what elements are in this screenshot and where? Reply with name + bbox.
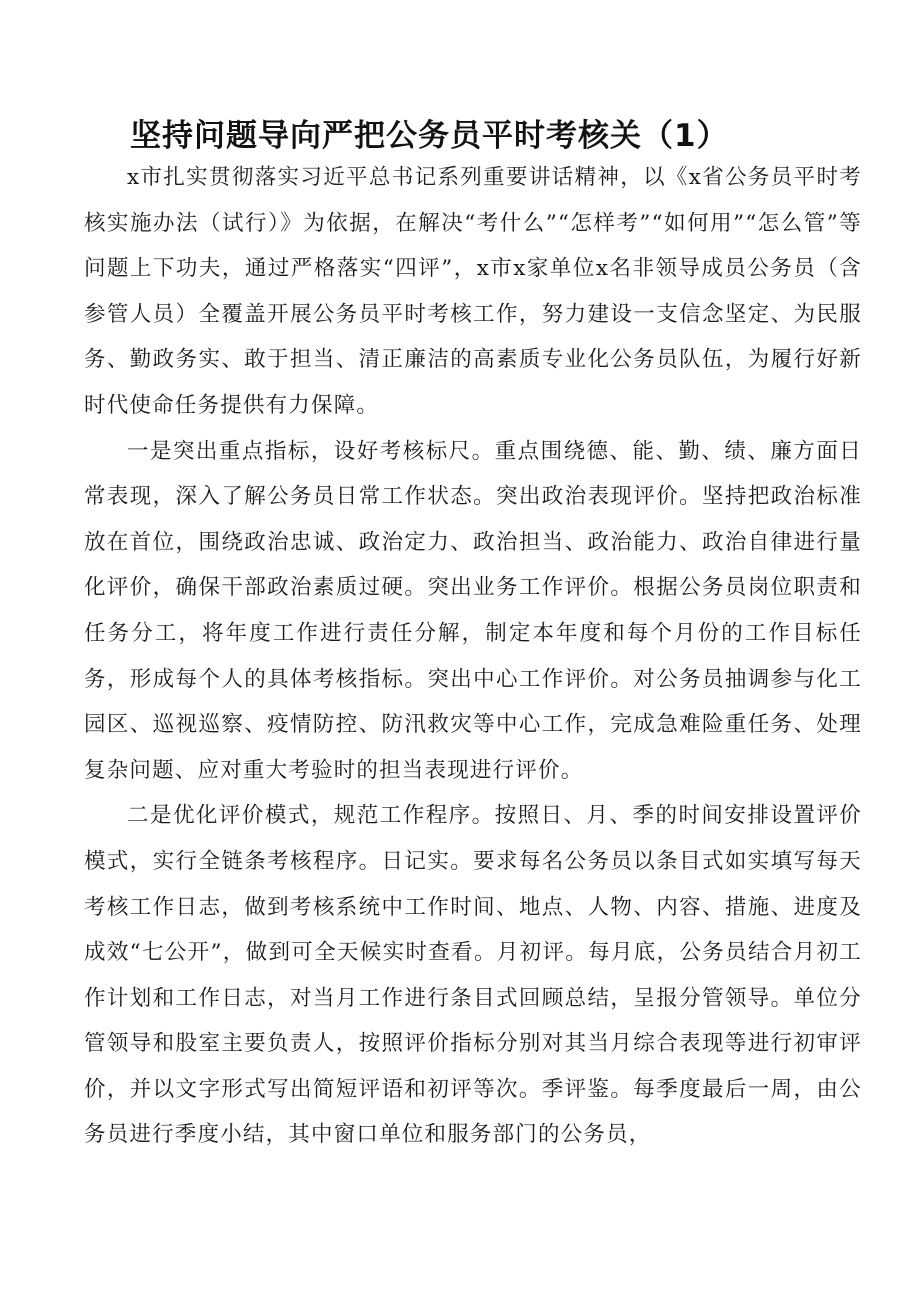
document-title: 坚持问题导向严把公务员平时考核关（1）: [130, 118, 729, 154]
paragraph-section-1: 一是突出重点指标，设好考核标尺。重点围绕德、能、勤、绩、廉方面日常表现，深入了解公务员日常工作状态。突出政治表现评价。坚持把政治标准放在首位，围绕政治忠诚、政治定力、政治担当、政治能力、政治自律进行量化评价，确保干部政治素质过硬。突出业务工作评价。根据公务员岗位职责和任务分工，将年度工作进行责任分解，制定本年度和每个月份的工作目标任务，形成每个人的具体考核指标。突出中心工作评价。对公务员抽调参与化工园区、巡视巡察、疫情防控、防汛救灾等中心工作，完成急难险重任务、处理复杂问题、应对重大考验时的担当表现进行评价。: [84, 438, 862, 783]
document-body: [84, 155, 862, 1158]
paragraph-intro: x市扎实贯彻落实习近平总书记系列重要讲话精神，以《x省公务员平时考核实施办法（试行）》为依据，在解决“考什么”“怎样考”“如何用”“怎么管”等问题上下功夫，通过严格落实“四评”，x市x家单位x名非领导成员公务员（含参管人员）全覆盖开展公务员平时考核工作，努力建设一支信念坚定、为民服务、勤政务实、敢于担当、清正廉洁的高素质专业化公务员队伍，为履行好新时代使命任务提供有力保障。: [84, 165, 862, 418]
paragraph-section-2: 二是优化评价模式，规范工作程序。按照日、月、季的时间安排设置评价模式，实行全链条考核程序。日记实。要求每名公务员以条目式如实填写每天考核工作日志，做到考核系统中工作时间、地点、人物、内容、措施、进度及成效“七公开”，做到可全天候实时查看。月初评。每月底，公务员结合月初工作计划和工作日志，对当月工作进行条目式回顾总结，呈报分管领导。单位分管领导和股室主要负责人，按照评价指标分别对其当月综合表现等进行初审评价，并以文字形式写出简短评语和初评等次。季评鉴。每季度最后一周，由公务员进行季度小结，其中窗口单位和服务部门的公务员，: [84, 803, 862, 1148]
